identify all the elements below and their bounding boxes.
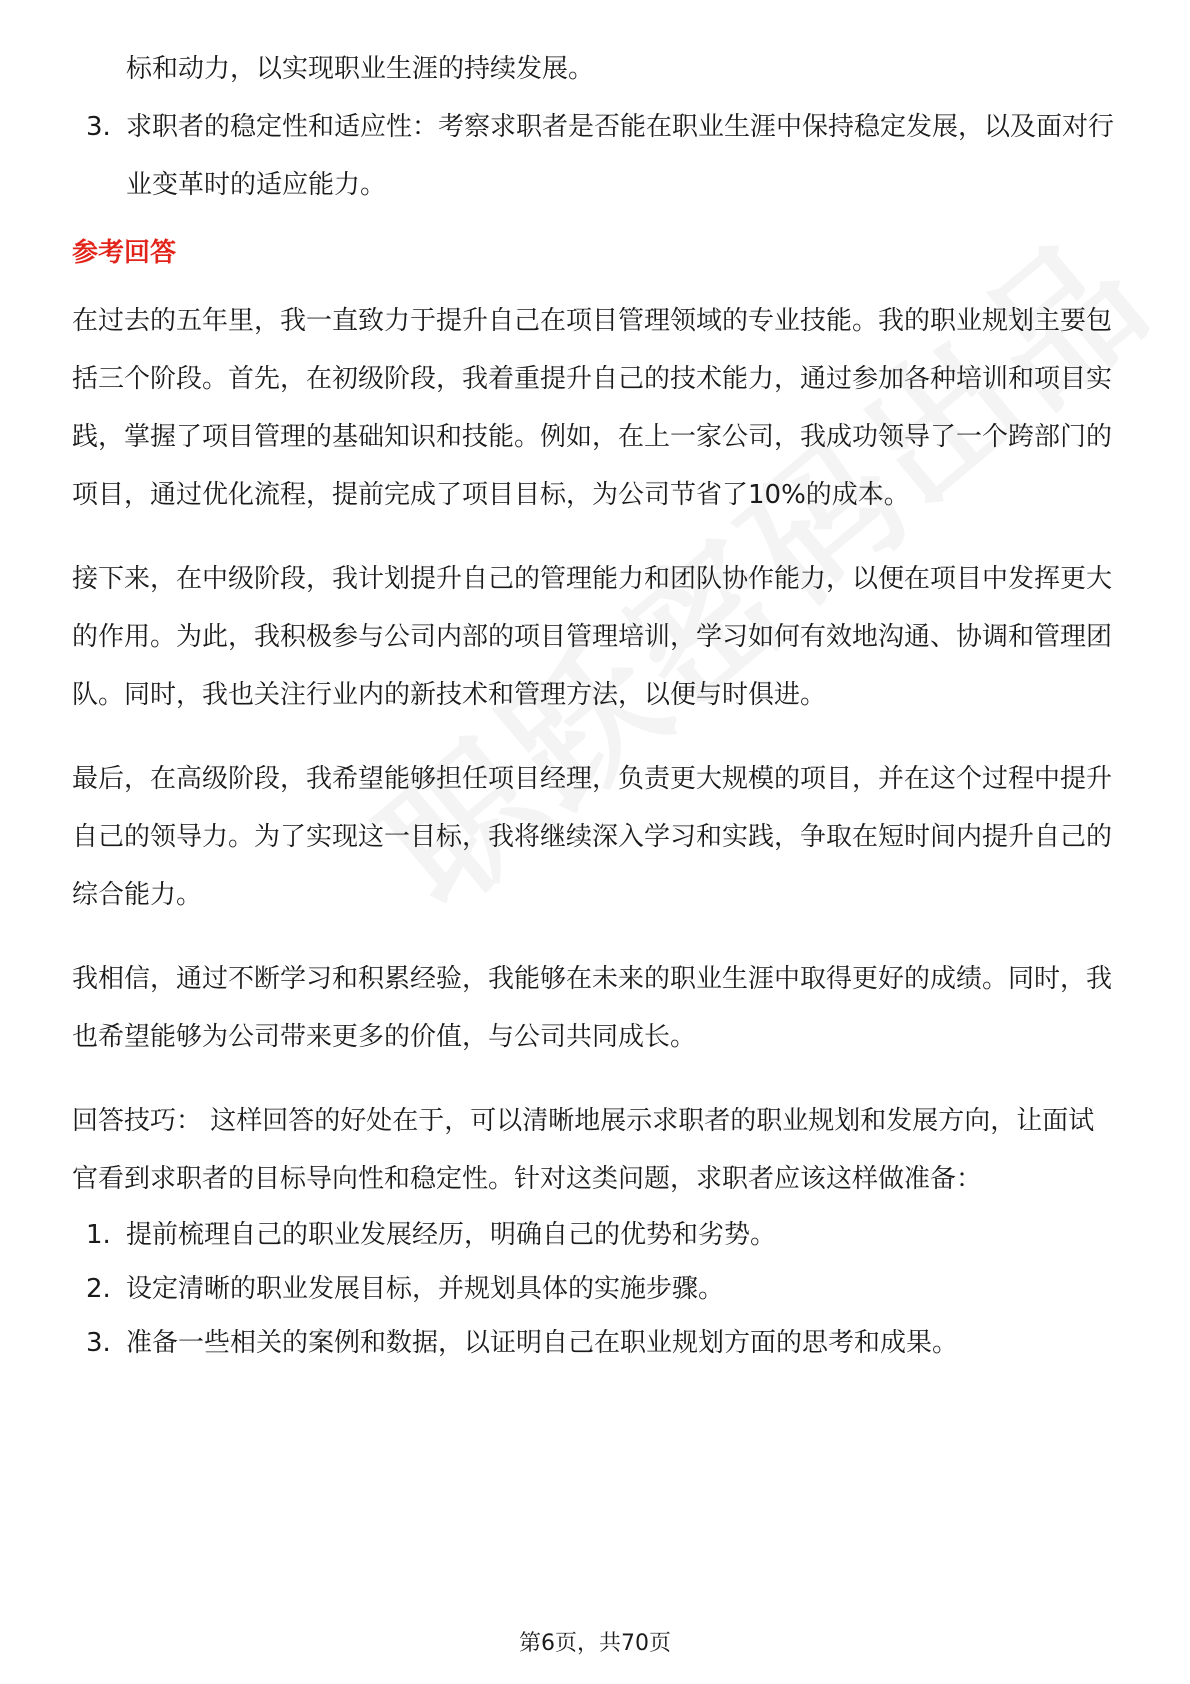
list-item-number: 1. [86,1220,111,1250]
list-item [72,1262,1118,1316]
list-item-text: 设定清晰的职业发展目标，并规划具体的实施步骤。 [126,1274,725,1304]
list-item [72,98,1118,214]
answer-paragraph-2: 接下来，在中级阶段，我计划提升自己的管理能力和团队协作能力，以便在项目中发挥更大的作用。为此，我积极参与公司内部的项目管理培训，学习如何有效地沟通、协调和管理团队。同时，我也关注行业内的新技术和管理方法，以便与时俱进。 [72,564,1113,710]
answer-paragraph-3: 最后，在高级阶段，我希望能够担任项目经理，负责更大规模的项目，并在这个过程中提升自己的领导力。为了实现这一目标，我将继续深入学习和实践，争取在短时间内提升自己的综合能力。 [72,764,1113,910]
answer-paragraph-4: 我相信，通过不断学习和积累经验，我能够在未来的职业生涯中取得更好的成绩。同时，我也希望能够为公司带来更多的价值，与公司共同成长。 [72,964,1113,1052]
list-item-number: 3. [86,112,111,142]
list-continuation: 标和动力，以实现职业生涯的持续发展。 [126,54,595,84]
list-item-text: 提前梳理自己的职业发展经历，明确自己的优势和劣势。 [126,1220,777,1250]
answer-paragraph-1: 在过去的五年里，我一直致力于提升自己在项目管理领域的专业技能。我的职业规划主要包括三个阶段。首先，在初级阶段，我着重提升自己的技术能力，通过参加各种培训和项目实践，掌握了项目管理的基础知识和技能。例如，在上一家公司，我成功领导了一个跨部门的项目，通过优化流程，提前完成了项目目标，为公司节省了10%的成本。 [72,306,1113,510]
page-number-footer: 第6页，共70页 [519,1631,671,1656]
list-item [72,1316,1118,1370]
list-item-number: 3. [86,1328,111,1358]
page-content [72,40,1118,1370]
list-item-text: 求职者的稳定性和适应性：考察求职者是否能在职业生涯中保持稳定发展，以及面对行业变革时的适应能力。 [126,112,1115,200]
list-item-text: 准备一些相关的案例和数据，以证明自己在职业规划方面的思考和成果。 [126,1328,959,1358]
tips-intro-paragraph: 回答技巧： 这样回答的好处在于，可以清晰地展示求职者的职业规划和发展方向，让面试官看到求职者的目标导向性和稳定性。针对这类问题，求职者应该这样做准备： [72,1106,1095,1194]
list-item [72,1208,1118,1262]
list-item-number: 2. [86,1274,111,1304]
section-title: 参考回答 [72,238,177,268]
tips-list [72,1208,1118,1370]
criteria-list [72,98,1118,214]
